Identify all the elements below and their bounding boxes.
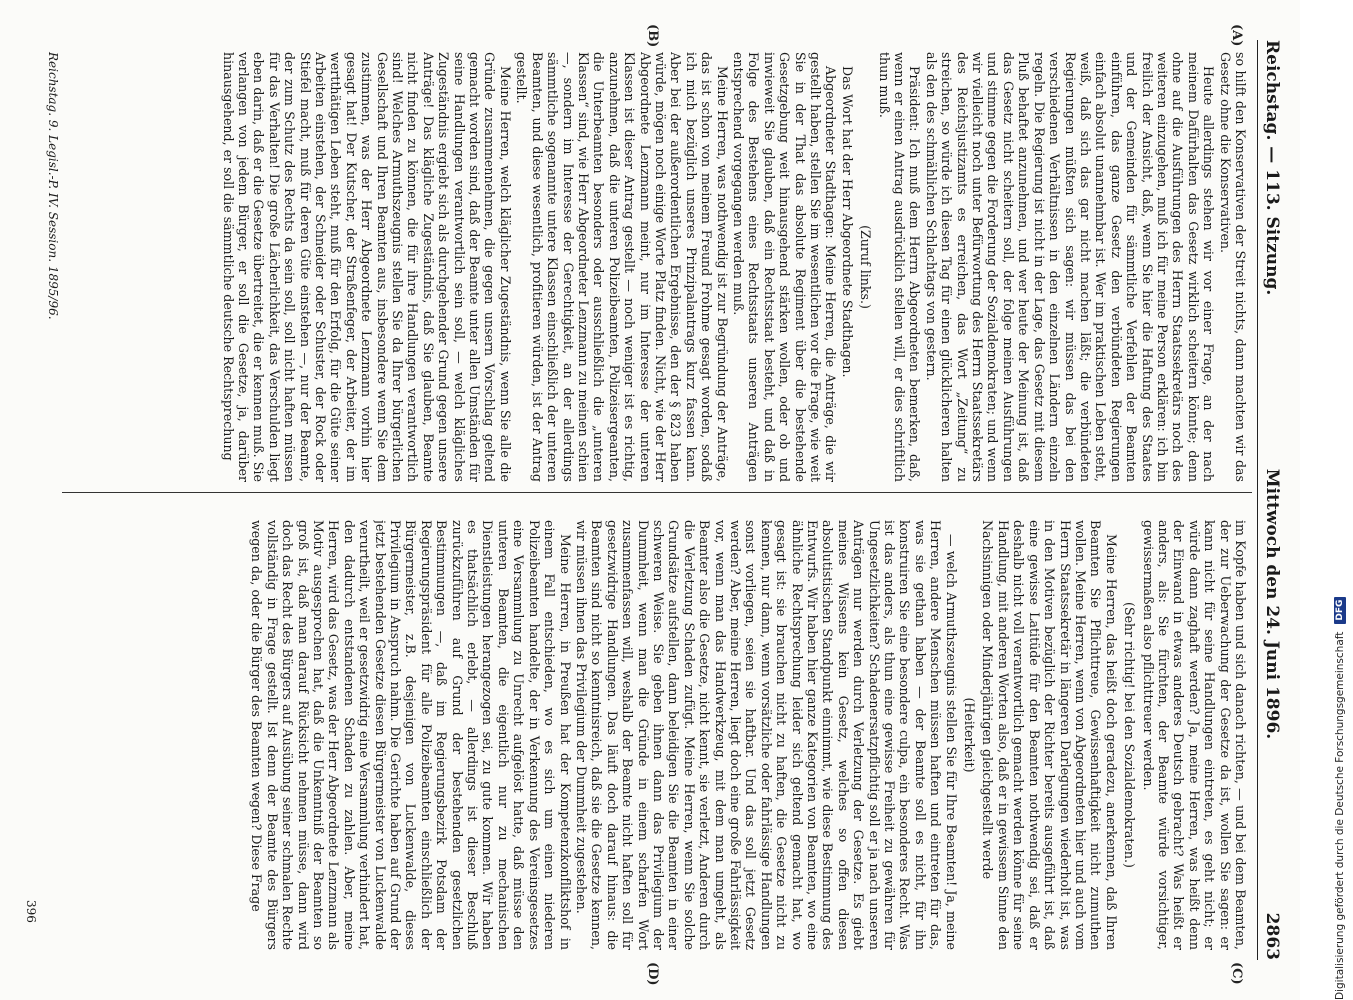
footer-sheet-number: 396 [24, 900, 38, 923]
paragraph: Das Wort hat der Herr Abgeordnete Stadthagen. [839, 66, 855, 378]
interjection: (Sehr richtig! bei den Sozialdemokraten.) [1122, 602, 1138, 868]
paragraph: im Kopfe haben und sich danach richten, — und bei dem Beamten, der zur Ueberwachung der Gesetze da ist, wollen Sie sagen: er kann nicht für seine Handlungen eintreten, es geht nicht; er würde dann zaghaft werden? Ja, meine Herren, was heißt denn der Einwand in etwas anderes Deutsch gebracht? Was heißt er anders, als: Sie fürchten, der Beamte würde vorsichtiger, gewissermaßen also pflichttreuer werden. [1140, 520, 1248, 950]
paragraph: Präsident: Ich muß dem Herrn Abgeordneten bemerken, daß, wenn er einen Antrag ausdrücklich stellen will, er dies schriftlich thun muß. [876, 52, 923, 482]
paragraph: Abgeordneter Stadthagen: Meine Herren, die Anträge, die wir gestellt haben, stellen Sie im wesentlichen vor die Frage, wie weit Sie in der That das absolute Regiment über die bestehende Gesetzgebung weit hinausgehend stärken wollen, oder ob und inwieweit Sie glauben, daß ein Rechtsstaat besteht, und daß in Folge des Bestehens eines Rechtsstaats unseren Anträgen entsprechend vorgegangen werden muß. [731, 52, 839, 482]
left-column [68, 52, 1248, 482]
paragraph: Meine Herren, in Preußen hat der Kompetenzkonfliktshof in einem Fall entschieden, wo es sich um einen niederen Polizeibeamten handelte, der in Verkennung des Vereinsgesetzes eine Versammlung zu Unrecht aufgelöst hatte, daß müsse den unteren Beamten, die eigentlich nur zu mechanischen Dienstleistungen herangezogen sei, zu gute kommen. Wir haben es thatsächlich erlebt, — allerdings ist dieser Beschluß zurückzuführen auf Grund der bestehenden gesetzlichen Bestimmungen —, daß im Regierungsbezirk Potsdam der Regierungspräsident für alle Polizeibeamten einschließlich der Bürgermeister, z.B. desjenigen von Luckenwalde, dieses Privilegium in Anspruch nahm. Die Gerichte haben auf Grund der jetzt bestehenden Gesetze diesen Bürgermeister von Luckenwalde verurtheilt, weil er gesetzwidrig eine Versammlung verhindert hat, den dadurch entstandenen Schaden zu zahlen. Aber, meine Herren, wird das Gesetz, was der Herr Abgeordnete Lenzmann als Motiv ausgesprochen hat, daß die Unkenntniß der Beamten so groß ist, daß man darauf Rücksicht nehmen müsse, dann wird doch das Recht des Bürgers auf Ausübung seiner schmalen Rechte vollständig in Frage gestellt. Ist denn der Beamte des Bürgers wegen da, oder die Bürger des Beamten wegen? Diese Frage [249, 520, 573, 950]
footer-source: Reichstag. 9. Legisl.-P. IV. Session. 1895/96. [46, 52, 60, 320]
digitization-credit [1332, 10, 1348, 1000]
page-header [1257, 40, 1286, 960]
header-date: Mittwoch den 24. Juni 1896. [1262, 468, 1282, 740]
paragraph: so hilft den Konservativen der Streit nichts, dann machten wir das Gesetz ohne die Konservativen. [1217, 52, 1248, 482]
header-left: Reichstag. — 113. Sitzung. [1262, 40, 1282, 296]
credit-text: Digitalisierung gefördert durch die Deutsche Forschungsgemeinschaft [1334, 631, 1346, 1000]
paragraph: Heute allerdings stehen wir vor einer Frage, an der nach meinem Dafürhalten das Gesetz wirklich scheitern könnte; denn ohne auf die Ausführungen des Herrn Staatssekretärs noch des weiteren einzugehen, muß ich für meine Person erklären: ich bin freilich der Ansicht, daß, wenn Sie hier die Haftung des Staates und der Gemeinden für sämmtliche Verfehlen der Beamten einführen, das ganze Gesetz den verbündeten Regierungen einfach absolut unannehmbar ist. Wer im praktischen Leben steht, weiß, daß sich das gar nicht machen läßt; die verbündeten Regierungen müßten sich sagen: wir müssen das bei den verschiedenen Verhältnissen in den einzelnen Ländern einzeln regeln. Die Regierung ist nicht in der Lage, das Gesetz mit diesem Pluß behaftet anzunehmen, und wer heute der Meinung ist, daß das Gesetz nicht scheitern soll, der folge meinen Ausführungen und stimme gegen die Forderung der Sozialdemokraten; und wenn wir vielleicht noch unter Befürwortung des Herrn Staatssekretärs des Reichsjustizamts es erreichen, das Wort „Zeitung“ zu streichen, so würde ich diesen Tag für einen glücklicheren halten als den des schmählichen Schlachtags von gestern. [923, 52, 1217, 482]
page-number: 2863 [1262, 912, 1282, 960]
margin-letter-c: (C) [1229, 962, 1244, 985]
paragraph: Meine Herren, das heißt doch geradezu, anerkennen, daß Ihren Beamten Sie Pflichttreue, Gewissenhaftigkeit nicht zumuthen wollen. Meine Herren, wenn von Abgeordneten hier und auch vom Herrn Staatssekretär in längeren Darlegungen wiederholt ist, was in den Motiven bezüglich der Richter bereits ausgeführt ist, daß eine gewisse Latitüde für den Beamten nothwendig sei, daß er deshalb nicht voll verantwortlich gemacht werden könne für seine Handlung, mit anderen Worten also, daß er in gewissem Sinne den Nachsinnigen oder Minderjährigen gleichgestellt werde [980, 520, 1119, 950]
paragraph: Meine Herren, welch kläglicher Zugeständnis, wenn Sie alle die Gründe zusammennehmen, die gegen unsern Vorschlag geltend gemacht worden sind, daß der Beamte unter allen Umständen für seine Handlungen verantwortlich sein soll, — welch klägliches Zugeständnis ergiebt sich als durchgehender Grund gegen unsere Anträge! Das klägliche Zugeständnis, daß Sie glauben, Beamte nicht finden zu können, die für ihre Handlungen verantwortlich sind! Welches Armuthszeugnis stellen Sie da Ihrer bürgerlichen Gesellschaft und Ihren Beamten aus, insbesondere wenn Sie dem zustimmen, was der Herr Abgeordnete Lenzmann vorhin hier gesagt hat! Der Kutscher, der Straßenfeger, der Arbeiter, der im wertthätigen Leben steht, muß für den Erfolg, für die Güte seiner Arbeiten einstehen, der Schneider oder Schuster, der Rock oder Stiefel macht, muß für deren Güte einstehen —, nur der Beamte, der zum Schutz des Rechts da sein soll, soll nicht haften müssen für das Verhalten! Die große Lächerlichkeit, das Verschulden liegt eben darin, daß er die Gesetze übertreitet, die er kennen muß. Sie verlangen von jedem Bürger, er soll die Gesetze, ja, darüber hinausgehend, er soll die sämmtliche deutsche Rechtsprechung [220, 52, 513, 482]
paragraph: — welch Armuthszeugnis stellen Sie für Ihre Beamten! Ja, meine Herren, andere Menschen müssen haften und eintreten für das, was sie gethan haben — der Beamte soll es nicht, für ihn konstruiren Sie eine besondere culpa, ein besonderes Recht. Was ist das anders, als thun eine gewisse Freiheit zu gewähren für Ungesetzlichkeiten? Schadenersatzpflichtig soll er ja nach unseren Anträgen nur werden durch Verletzung der Gesetze. Es giebt meines Wissens kein Gesetz, welches so offen diesen absolutistischen Standpunkt einnimmt, wie diese Bestimmung des Entwurfs. Wir haben hier ganze Kategorien von Beamten, wo eine ähnliche Rechtsprechung leider sich geltend gemacht hat, wo gesagt ist: sie brauchen nicht zu haften, die Gesetze nicht zu kennen, nur dann, wenn vorsätzliche oder fahrlässige Handlungen sonst vorliegen, seien sie haftbar. Und das soll jetzt Gesetz werden? Aber, meine Herren, liegt doch eine große Fahrlässigkeit vor, wenn man das Handwerkzeug, mit dem man umgeht, als Beamter also die Gesetze, nicht kennt, sie verletzt, Anderen durch die Verletzung Schaden zufügt. Meine Herren, wenn Sie solche Grundsätze aufstellen, dann beleidigen Sie die Beamten in einer schweren Weise. Sie geben ihnen dann das Privilegium der Dummheit, wenn man die Gründe in einem scharfen Wort zusammenfassen will, weshalb der Beamte nicht haften soll für gesetzwidrige Handlungen. Das läuft doch darauf hinaus: die Beamten sind nicht so kenntnisreich, daß sie die Gesetze kennen, wir müssen ihnen das Privilegium der Dummheit zugestehen. [573, 520, 959, 950]
column-divider [62, 492, 1252, 493]
dfg-logo: DFG [1334, 597, 1346, 624]
interjection: (Heiterkeit) [962, 697, 978, 773]
margin-letter-b: (B) [645, 24, 660, 48]
interjection: (Zuruf links.) [858, 225, 874, 309]
margin-letter-a: (A) [1229, 24, 1244, 47]
paragraph: Meine Herren, was nothwendig ist zur Begründung der Anträge, das ist schon von meinem Freund Frohme gesagt worden, sodaß ich mich bezüglich unseres Prinzipalantrags kurz fassen kann. Aber bei der außerordentlichen Ergebnisse, den der § 823 haben würde, mögen noch einige Worte Platz finden. Nicht, wie der Herr Abgeordnete Lenzmann meint, nur im Interesse der unteren Klassen ist dieser Antrag gestellt — noch weniger ist es richtig, anzunehmen, daß die unteren Polizeibeamten, Polizeisergeanten, die Unterbeamten besonders oder ausschließlich die „unteren Klassen“ sind, wie Herr Abgeordneter Lenzmann zu meinen schien —, sondern im Interesse der Gerechtigkeit, an der allerdings sämmtliche sogenannte untere Klassen einschließlich der unteren Beamten, und diese wesentlich, profitieren würden, ist der Antrag gestellt. [514, 52, 730, 482]
margin-letter-d: (D) [645, 962, 660, 986]
right-column [68, 520, 1248, 950]
